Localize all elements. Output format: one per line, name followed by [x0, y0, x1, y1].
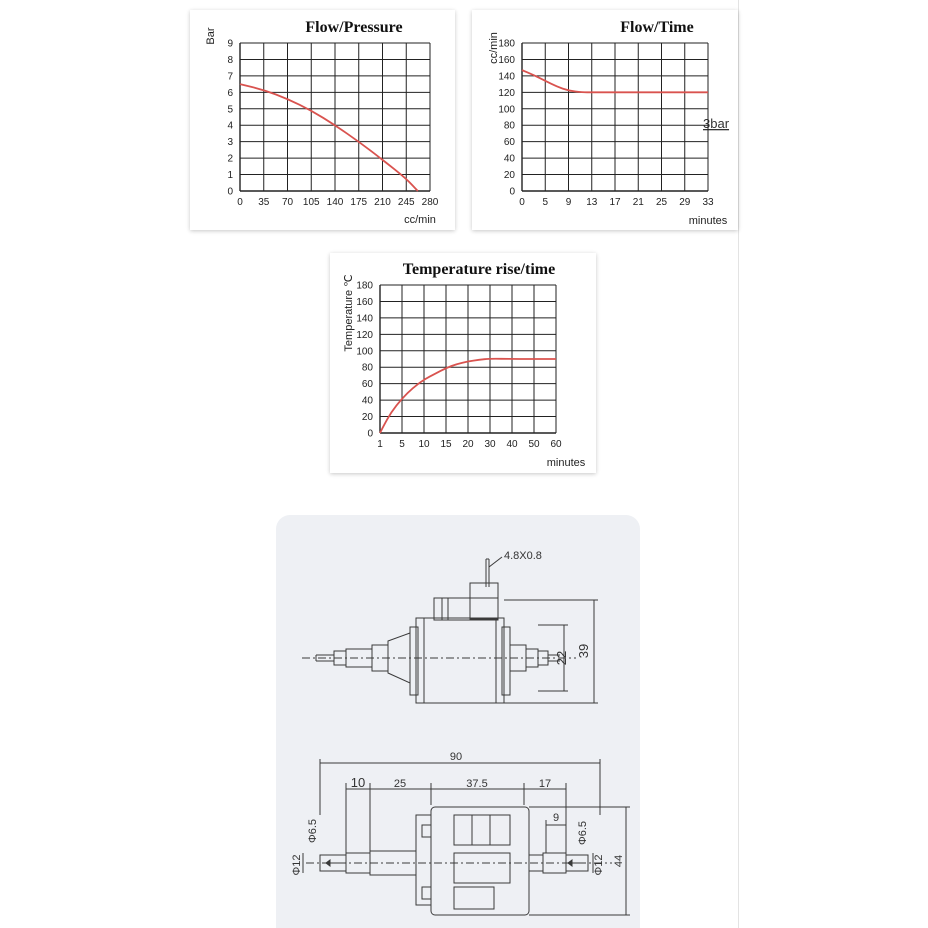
top-view [291, 751, 630, 915]
y-tick-label: 100 [356, 346, 373, 358]
x-tick-label: 50 [528, 439, 540, 450]
y-tick-label: 6 [227, 87, 233, 99]
chart-title: Temperature rise/time [402, 261, 556, 278]
dim-9-label: 9 [552, 812, 560, 824]
y-tick-label: 140 [356, 313, 373, 325]
x-tick-label: 21 [632, 197, 644, 208]
x-tick-label: 40 [506, 439, 518, 450]
dim-right-phi-6-5-label: Φ6.5 [577, 820, 589, 846]
y-axis-label: Temperature ℃ [343, 274, 355, 352]
y-tick-label: 5 [227, 104, 233, 116]
y-tick-label: 0 [509, 186, 515, 198]
x-tick-label: 280 [421, 197, 439, 208]
dim-39-label: 39 [576, 643, 591, 659]
chart-title: Flow/Pressure [305, 19, 403, 36]
x-tick-label: 105 [302, 197, 320, 208]
terminal-size-label: 4.8X0.8 [504, 550, 542, 562]
grid [240, 43, 430, 191]
chart-flow-time [472, 10, 738, 230]
chart-flow-pressure-panel [190, 10, 455, 230]
y-axis-label: cc/min [488, 32, 500, 64]
chart-flow-pressure [190, 10, 455, 230]
chart-title: Flow/Time [620, 19, 694, 36]
y-tick-label: 60 [361, 379, 373, 391]
x-tick-label: 33 [702, 197, 714, 208]
y-tick-label: 1 [227, 170, 233, 182]
x-axis-label: cc/min [404, 214, 436, 226]
dim-25-label: 25 [393, 778, 407, 790]
dim-left-phi-12-label: Φ12 [291, 854, 303, 876]
x-tick-label: 1 [377, 439, 383, 450]
y-tick-label: 0 [367, 428, 373, 440]
grid [522, 43, 708, 191]
y-tick-label: 2 [227, 153, 233, 165]
technical-drawing [276, 515, 640, 928]
y-tick-label: 140 [498, 71, 515, 83]
y-tick-label: 100 [498, 104, 515, 116]
x-tick-label: 10 [418, 439, 430, 450]
y-tick-label: 20 [361, 412, 373, 424]
side-view [302, 550, 598, 703]
y-tick-label: 9 [227, 38, 233, 50]
dim-44-label: 44 [613, 854, 625, 868]
y-axis-label: Bar [205, 27, 217, 45]
y-tick-label: 80 [503, 120, 515, 132]
x-tick-label: 0 [519, 197, 525, 208]
y-tick-label: 120 [356, 329, 373, 341]
x-tick-label: 210 [374, 197, 391, 208]
x-tick-label: 30 [484, 439, 496, 450]
x-axis-label: minutes [688, 215, 728, 227]
y-tick-label: 40 [503, 153, 515, 165]
y-tick-label: 160 [356, 296, 373, 308]
dim-17-label: 17 [538, 778, 552, 790]
dim-22-label: 22 [554, 650, 569, 666]
y-tick-label: 4 [227, 120, 233, 132]
x-tick-label: 25 [655, 197, 668, 208]
dim-90-label: 90 [449, 751, 463, 763]
dim-right-phi-12-label: Φ12 [593, 854, 605, 876]
y-tick-label: 60 [503, 137, 515, 149]
x-tick-label: 20 [462, 439, 474, 450]
y-tick-label: 0 [227, 186, 233, 198]
y-tick-label: 40 [361, 395, 373, 407]
y-tick-label: 8 [227, 54, 233, 66]
x-tick-label: 17 [609, 197, 621, 208]
x-tick-label: 70 [281, 197, 294, 208]
technical-drawing-panel [276, 515, 640, 928]
chart-temperature-panel [330, 253, 596, 473]
x-tick-label: 60 [550, 439, 562, 450]
x-tick-label: 29 [679, 197, 691, 208]
chart-flow-time-panel [472, 10, 738, 230]
y-tick-label: 7 [227, 71, 233, 83]
x-axis-label: minutes [546, 457, 586, 469]
x-tick-label: 175 [350, 197, 368, 208]
dim-left-phi-6-5-label: Φ6.5 [307, 818, 319, 844]
x-tick-label: 15 [440, 439, 452, 450]
dim-37-5-label: 37.5 [466, 778, 488, 790]
dim-10-label: 10 [350, 775, 366, 790]
pressure-annotation: 3bar [703, 116, 730, 131]
x-tick-label: 5 [542, 197, 549, 208]
y-tick-label: 180 [498, 38, 515, 50]
chart-temperature [330, 253, 596, 473]
x-tick-label: 13 [586, 197, 598, 208]
x-tick-label: 245 [397, 197, 415, 208]
y-tick-label: 120 [498, 87, 515, 99]
x-tick-label: 9 [565, 197, 572, 208]
x-tick-label: 140 [326, 197, 344, 208]
y-tick-label: 180 [356, 280, 373, 292]
x-tick-label: 5 [399, 439, 405, 450]
y-tick-label: 160 [498, 54, 515, 66]
page-divider [738, 0, 739, 928]
y-tick-label: 3 [227, 137, 233, 149]
y-tick-label: 80 [361, 362, 373, 374]
y-tick-label: 20 [503, 170, 515, 182]
x-tick-label: 0 [237, 197, 243, 208]
x-tick-label: 35 [258, 197, 270, 208]
